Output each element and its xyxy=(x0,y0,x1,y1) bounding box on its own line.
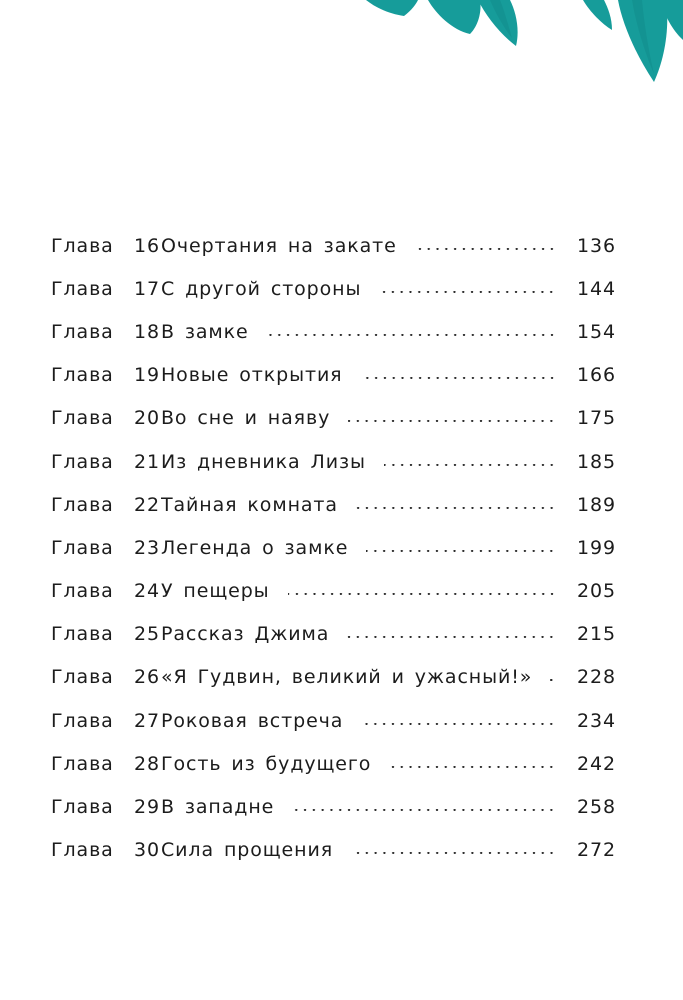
dot-leader xyxy=(292,809,556,811)
toc-entry[interactable] xyxy=(51,397,616,440)
dot-leader xyxy=(267,334,556,336)
chapter-title: У пещеры xyxy=(161,580,270,603)
page-number: 189 xyxy=(577,493,616,516)
dot-leader xyxy=(288,593,556,595)
chapter-number: 18 xyxy=(134,320,160,343)
dot-leader xyxy=(550,679,556,681)
chapter-title: Тайная комната xyxy=(161,493,338,516)
table-of-contents xyxy=(51,224,616,872)
teal-leaves-decoration-icon xyxy=(0,0,683,90)
dot-leader xyxy=(389,766,556,768)
chapter-number: 21 xyxy=(134,450,160,473)
page-number: 228 xyxy=(577,666,616,689)
chapter-title: Легенда о замке xyxy=(161,536,349,559)
page-number: 215 xyxy=(577,623,616,646)
chapter-number: 23 xyxy=(134,536,160,559)
page-number: 144 xyxy=(577,277,616,300)
chapter-label: Глава xyxy=(51,493,114,516)
chapter-label: Глава xyxy=(51,666,114,689)
page-number: 258 xyxy=(577,796,616,819)
chapter-number: 16 xyxy=(134,234,160,257)
toc-entry[interactable] xyxy=(51,440,616,483)
chapter-label: Глава xyxy=(51,580,114,603)
toc-entry[interactable] xyxy=(51,829,616,872)
page-number: 234 xyxy=(577,709,616,732)
page-number: 272 xyxy=(577,839,616,862)
chapter-label: Глава xyxy=(51,623,114,646)
chapter-label: Глава xyxy=(51,796,114,819)
chapter-label: Глава xyxy=(51,536,114,559)
chapter-label: Глава xyxy=(51,407,114,430)
dot-leader xyxy=(348,420,556,422)
chapter-number: 19 xyxy=(134,364,160,387)
toc-entry[interactable] xyxy=(51,224,616,267)
chapter-number: 28 xyxy=(134,752,160,775)
leaf-left xyxy=(428,0,481,34)
dot-leader xyxy=(351,852,556,854)
leaf-small-left xyxy=(366,0,418,16)
chapter-title: В замке xyxy=(161,320,249,343)
chapter-title: В западне xyxy=(161,796,275,819)
dot-leader xyxy=(384,464,556,466)
chapter-title: Во сне и наяву xyxy=(161,407,331,430)
dot-leader xyxy=(379,291,556,293)
dot-leader xyxy=(356,507,556,509)
dot-leader xyxy=(347,636,556,638)
toc-entry[interactable] xyxy=(51,483,616,526)
chapter-number: 26 xyxy=(134,666,160,689)
chapter-number: 27 xyxy=(134,709,160,732)
toc-entry[interactable] xyxy=(51,310,616,353)
toc-entry[interactable] xyxy=(51,785,616,828)
chapter-title: Рассказ Джима xyxy=(161,623,330,646)
page-number: 199 xyxy=(577,536,616,559)
dot-leader xyxy=(361,723,556,725)
chapter-label: Глава xyxy=(51,320,114,343)
page-number: 154 xyxy=(577,320,616,343)
chapter-title: «Я Гудвин, великий и ужасный!» xyxy=(161,666,533,689)
page-number: 205 xyxy=(577,580,616,603)
toc-entry[interactable] xyxy=(51,354,616,397)
dot-leader xyxy=(361,377,556,379)
page-number: 175 xyxy=(577,407,616,430)
chapter-title: Новые открытия xyxy=(161,364,343,387)
leaf-right xyxy=(583,0,612,30)
chapter-number: 25 xyxy=(134,623,160,646)
page-number: 242 xyxy=(577,752,616,775)
toc-entry[interactable] xyxy=(51,742,616,785)
toc-entry[interactable] xyxy=(51,656,616,699)
dot-leader xyxy=(415,248,556,250)
chapter-title: Сила прощения xyxy=(161,839,334,862)
chapter-title: С другой стороны xyxy=(161,277,362,300)
chapter-number: 22 xyxy=(134,493,160,516)
chapter-title: Роковая встреча xyxy=(161,709,344,732)
chapter-number: 20 xyxy=(134,407,160,430)
chapter-label: Глава xyxy=(51,234,114,257)
chapter-title: Очертания на закате xyxy=(161,234,397,257)
toc-entry[interactable] xyxy=(51,699,616,742)
chapter-label: Глава xyxy=(51,450,114,473)
dot-leader xyxy=(366,550,556,552)
toc-entry[interactable] xyxy=(51,526,616,569)
chapter-number: 30 xyxy=(134,839,160,862)
chapter-label: Глава xyxy=(51,752,114,775)
chapter-label: Глава xyxy=(51,839,114,862)
chapter-label: Глава xyxy=(51,277,114,300)
toc-entry[interactable] xyxy=(51,613,616,656)
chapter-title: Из дневника Лизы xyxy=(161,450,366,473)
chapter-number: 17 xyxy=(134,277,160,300)
chapter-number: 24 xyxy=(134,580,160,603)
chapter-title: Гость из будущего xyxy=(161,752,372,775)
toc-entry[interactable] xyxy=(51,267,616,310)
page-number: 185 xyxy=(577,450,616,473)
chapter-label: Глава xyxy=(51,709,114,732)
page-number: 166 xyxy=(577,364,616,387)
page-number: 136 xyxy=(577,234,616,257)
chapter-number: 29 xyxy=(134,796,160,819)
chapter-label: Глава xyxy=(51,364,114,387)
toc-entry[interactable] xyxy=(51,570,616,613)
